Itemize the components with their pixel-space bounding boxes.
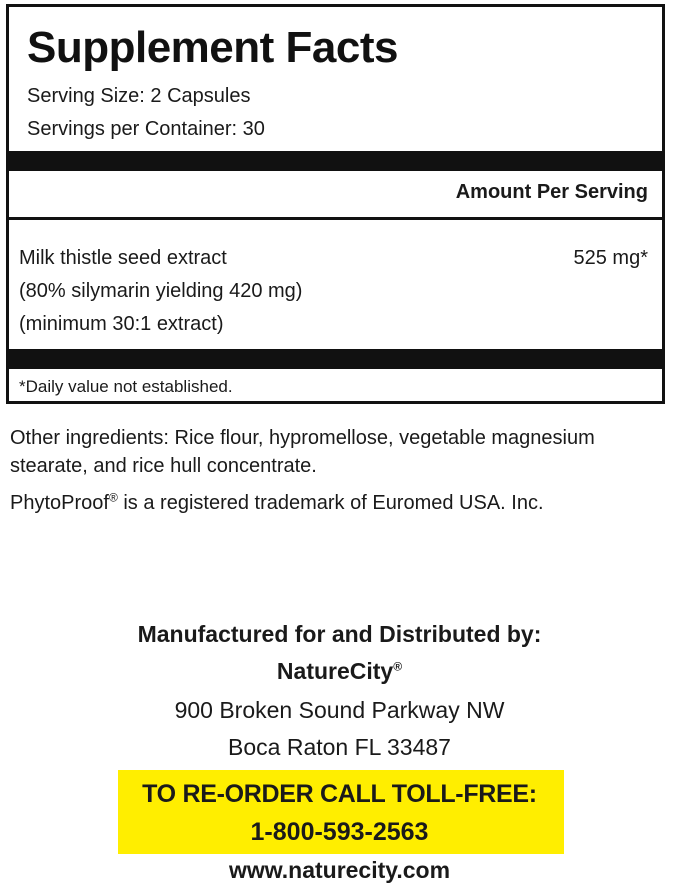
- trademark-brand: PhytoProof: [10, 492, 109, 514]
- ingredient-name: Milk thistle seed extract: [19, 247, 227, 269]
- toll-free-phone: 1-800-593-2563: [250, 818, 429, 846]
- company-name-text: NatureCity: [276, 658, 394, 684]
- daily-value-footnote: *Daily value not established.: [19, 377, 233, 396]
- website-url: www.naturecity.com: [228, 857, 451, 883]
- ingredient-amount: 525 mg*: [573, 247, 648, 269]
- other-ingredients: Other ingredients: Rice flour, hypromellose, vegetable magnesium stearate, and rice hull concentrate.: [10, 427, 595, 477]
- servings-per-container: Servings per Container: 30: [27, 118, 265, 140]
- thin-divider: [9, 217, 662, 220]
- distributor-header: Manufactured for and Distributed by:: [137, 621, 542, 647]
- company-registered-symbol: ®: [393, 659, 403, 674]
- ingredient-detail-extract-ratio: (minimum 30:1 extract): [19, 313, 224, 335]
- supplement-facts-panel: [6, 4, 665, 404]
- ingredient-detail-silymarin: (80% silymarin yielding 420 mg): [19, 280, 303, 302]
- amount-per-serving-header: Amount Per Serving: [455, 181, 648, 203]
- trademark-notice: [10, 492, 544, 515]
- thick-divider-bottom: [9, 349, 662, 369]
- thick-divider-top: [9, 151, 662, 171]
- address-line-1: 900 Broken Sound Parkway NW: [174, 697, 505, 723]
- serving-size: Serving Size: 2 Capsules: [27, 85, 251, 107]
- facts-title: Supplement Facts: [27, 23, 398, 72]
- reorder-label: TO RE-ORDER CALL TOLL-FREE:: [142, 780, 537, 808]
- address-line-2: Boca Raton FL 33487: [228, 734, 451, 760]
- trademark-text: is a registered trademark of Euromed USA. Inc.: [117, 492, 544, 514]
- registered-symbol: ®: [108, 490, 118, 505]
- company-name: [0, 658, 679, 685]
